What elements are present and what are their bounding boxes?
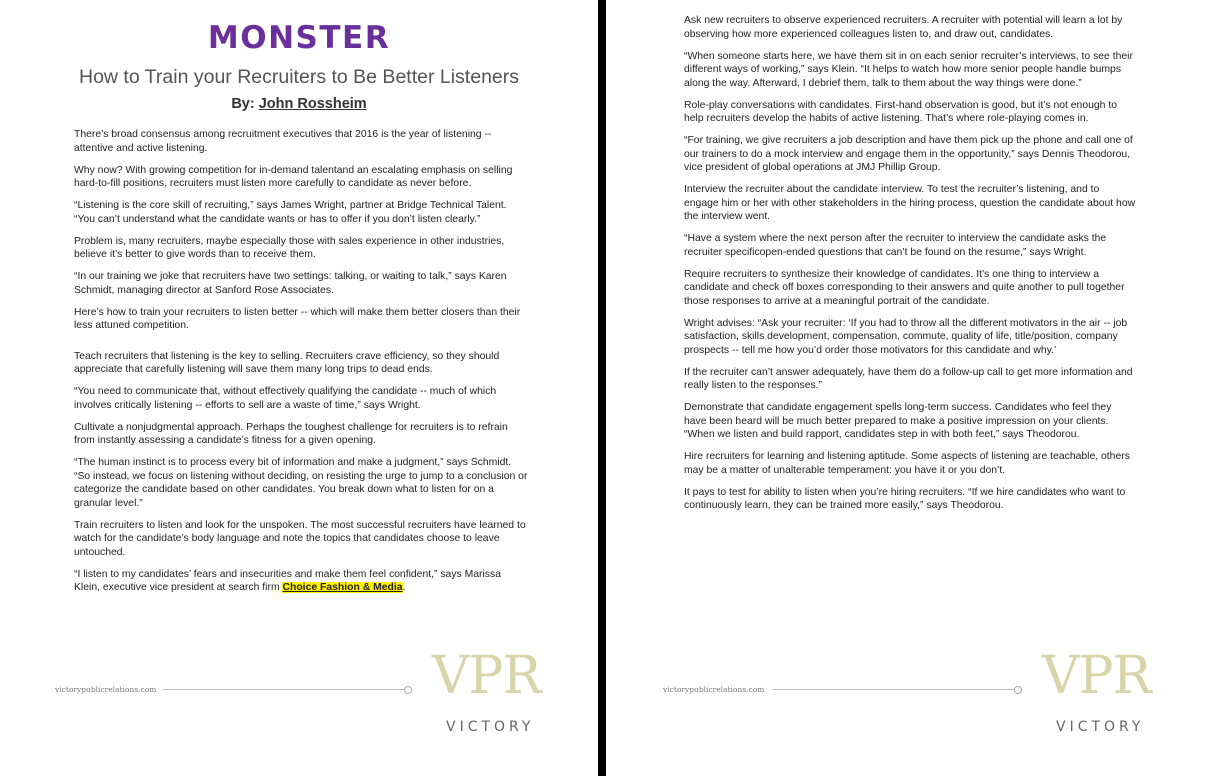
- paragraph: Teach recruiters that listening is the key to selling. Recruiters crave efficiency, so they should appreciate that carefully listening will save them many long trips to dead ends.: [74, 350, 500, 375]
- paragraph: Require recruiters to synthesize their knowledge of candidates. It’s one thing to interview a candidate and check off boxes corresponding to their answers and quite another to pull together those responses to arrive at a meaningful portrait of the candidate.: [684, 268, 1125, 307]
- paragraph: If the recruiter can’t answer adequately, have them do a follow-up call to get more information and really listen to the responses.”: [684, 366, 1133, 391]
- footer-url[interactable]: victorypublicrelations.com: [55, 685, 157, 694]
- article-body-right: [684, 14, 1136, 521]
- paragraph: Ask new recruiters to observe experienced recruiters. A recruiter with potential will learn a lot by observing how more experienced colleagues listen to, and draw out, candidates.: [684, 15, 1123, 40]
- paragraph: Wright advises: “Ask your recruiter: ‘If you had to throw all the different motivators in the air -- job satisfaction, skills development, compensation, commute, quality of life, title/position, company prospects -- tell me how you’d order those motivators for this candidate and why.’: [684, 317, 1128, 356]
- paragraph: Interview the recruiter about the candidate interview. To test the recruiter’s listening, and to engage him or her with other stakeholders in the hiring process, question the candidate about how the interview went.: [684, 184, 1136, 222]
- highlighted-link[interactable]: Choice Fashion & Media: [282, 582, 403, 593]
- byline: [0, 96, 598, 112]
- paragraph-text: “I listen to my candidates’ fears and insecurities and make them feel confident,” says Marissa Klein, executive vice president at search firm: [74, 568, 501, 593]
- paragraph: Here’s how to train your recruiters to listen better -- which will make them better closers than their less attuned competition.: [74, 306, 521, 331]
- paragraph: There’s broad consensus among recruitment executives that 2016 is the year of listening -- attentive and active listening.: [74, 129, 492, 154]
- victory-logo-text: VICTORY: [446, 719, 535, 735]
- article-title: How to Train your Recruiters to Be Better Listeners: [78, 66, 520, 88]
- paragraph: “The human instinct is to process every bit of information and make a judgment,” says Schmidt. “So instead, we focus on listening without deciding, on resisting the urge to jump to a conclusion or categorize the candidate based on other candidates. You break down what to listen for on a granular level.”: [74, 457, 528, 509]
- paragraph: It pays to test for ability to listen when you’re hiring recruiters. “If we hire candidates who want to continuously learn, they can be trained more easily,” says Theodorou.: [684, 486, 1126, 511]
- byline-prefix: By:: [231, 96, 259, 112]
- paragraph: Problem is, many recruiters, maybe especially those with sales experience in other industries, believe it’s better to give words than to receive them.: [74, 235, 505, 260]
- footer-url[interactable]: victorypublicrelations.com: [663, 685, 765, 694]
- footer-divider: [773, 689, 1017, 690]
- footer-divider: [163, 689, 407, 690]
- vpr-logo-mark: VPR: [432, 646, 541, 706]
- footer-divider-dot: [404, 686, 412, 694]
- article-body-left: [74, 128, 528, 603]
- author-link[interactable]: John Rossheim: [258, 96, 367, 112]
- paragraph-last: [74, 568, 528, 595]
- paragraph: “Have a system where the next person after the recruiter to interview the candidate asks the recruiter specificopen-ended questions that can’t be found on the resume,” says Wright.: [684, 233, 1107, 258]
- paragraph: Role-play conversations with candidates. First-hand observation is good, but it’s not enough to help recruiters develop the habits of active listening. That’s where role-playing comes in.: [684, 99, 1118, 124]
- paragraph-end: .: [402, 582, 406, 593]
- document-page-left: [0, 0, 598, 776]
- paragraph: Hire recruiters for learning and listening aptitude. Some aspects of listening are teachable, others may be a matter of unalterable temperament: you have it or you don’t.: [684, 451, 1130, 476]
- paragraph: “When someone starts here, we have them sit in on each senior recruiter’s interviews, to see their different ways of working,” says Klein. “It helps to watch how more senior people handle bumps along the way. Afterward, I debrief them, talk to them about the way things were done.”: [684, 50, 1133, 89]
- victory-logo-text: VICTORY: [1056, 719, 1145, 735]
- vpr-logo-mark: VPR: [1042, 646, 1151, 706]
- paragraph: “Listening is the core skill of recruiting,” says James Wright, partner at Bridge Technical Talent. “You can’t understand what the candidate wants or has to offer if you don’t listen clearly.”: [74, 200, 507, 225]
- paragraph: “In our training we joke that recruiters have two settings: talking, or waiting to talk,” says Karen Schmidt, managing director at Sanford Rose Associates.: [74, 271, 507, 296]
- document-page-right: [606, 0, 1206, 776]
- paragraph: Train recruiters to listen and look for the unspoken. The most successful recruiters have learned to watch for the candidate’s body language and note the topics that candidates choose to leave untouched.: [74, 519, 526, 558]
- monster-logo: MONSTER: [207, 20, 391, 56]
- paragraph: “You need to communicate that, without effectively qualifying the candidate -- much of which involves critically listening -- efforts to sell are a waste of time,” says Wright.: [74, 386, 497, 411]
- paragraph: “For training, we give recruiters a job description and have them pick up the phone and call one of our trainers to do a mock interview and engage them in the opportunity,” says Dennis Theodorou, vice president of global operations at JMJ Phillip Group.: [684, 135, 1133, 173]
- paragraph: Cultivate a nonjudgmental approach. Perhaps the toughest challenge for recruiters is to refrain from instantly assessing a candidate’s fitness for a given opening.: [74, 421, 508, 446]
- paragraph: Demonstrate that candidate engagement spells long-term success. Candidates who feel they have been heard will be much better prepared to make a positive impression on your clients. “When we listen and build rapport, candidates step in with both feet,” says Theodorou.: [684, 402, 1112, 440]
- paragraph: Why now? With growing competition for in-demand talentand an escalating emphasis on selling hard-to-fill positions, recruiters must listen more carefully to candidate as never before.: [74, 164, 513, 189]
- footer-divider-dot: [1014, 686, 1022, 694]
